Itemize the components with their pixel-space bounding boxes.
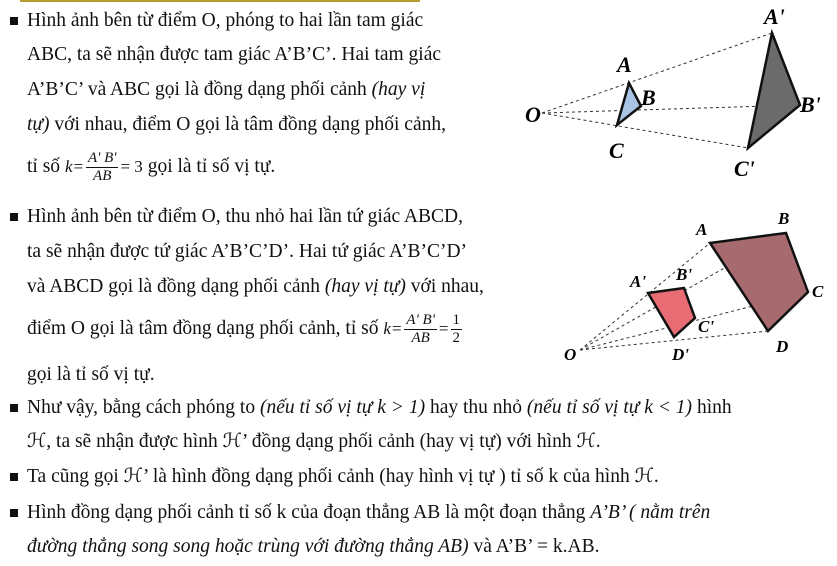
label-C-prime: C' xyxy=(698,317,715,336)
label-A-prime: A' xyxy=(630,272,647,291)
bullet xyxy=(10,17,18,25)
label-B: B xyxy=(641,85,656,110)
p3-line2: ℋ, ta sẽ nhận được hình ℋ’ đồng dạng phối cảnh (hay vị tự) với hình ℋ. xyxy=(27,431,601,452)
label-C: C xyxy=(812,282,824,301)
p1-line2: ABC, ta sẽ nhận được tam giác A’B’C’. Hai tam giác xyxy=(27,44,442,65)
p4-line1: Ta cũng gọi ℋ’ là hình đồng dạng phối cảnh (hay hình vị tự ) tỉ số k của hình ℋ. xyxy=(27,466,659,487)
bullet xyxy=(10,213,18,221)
figure-quadrilateral-homothety xyxy=(560,200,837,375)
p5-line2: đường thẳng song song hoặc trùng với đường thẳng AB) và A’B’ = k.AB. xyxy=(27,536,600,557)
label-B: B xyxy=(778,209,790,228)
p1-line5: tỉ số k= $\frac{A' B'}{AB}$ = 3 gọi là tỉ số vị tự. xyxy=(27,150,276,185)
label-B-prime: B' xyxy=(800,92,821,117)
label-A: A xyxy=(696,220,708,239)
big-quadrilateral xyxy=(710,233,808,331)
label-D-prime: D' xyxy=(672,345,689,364)
figure-triangle-homothety xyxy=(510,0,837,195)
label-O: O xyxy=(564,345,577,364)
p2-line3: và ABCD gọi là đồng dạng phối cảnh (hay vị tự) với nhau, xyxy=(27,276,484,297)
p2-line4: điểm O gọi là tâm đồng dạng phối cảnh, tỉ số k= $\frac{A' B'}{AB}$ = $\frac{1}{2}$ xyxy=(27,312,460,347)
p2-line2: ta sẽ nhận được tứ giác A’B’C’D’. Hai tứ giác A’B’C’D’ xyxy=(27,241,468,262)
bullet xyxy=(10,404,18,412)
p2-line1: Hình ảnh bên từ điểm O, thu nhỏ hai lần tứ giác ABCD, xyxy=(27,206,463,227)
label-C: C xyxy=(609,138,624,163)
label-O: O xyxy=(525,102,541,127)
p1-line1: Hình ảnh bên từ điểm O, phóng to hai lần tam giác xyxy=(27,10,424,31)
label-A: A xyxy=(617,52,632,77)
label-B-prime: B' xyxy=(676,265,693,284)
big-triangle xyxy=(748,33,800,148)
half-fraction: $\frac{1}{2}$ xyxy=(452,312,460,347)
label-A-prime: A' xyxy=(764,4,785,29)
bullet xyxy=(10,473,18,481)
ratio-fraction: $\frac{A' B'}{AB}$ xyxy=(87,150,117,185)
bullet xyxy=(10,509,18,517)
p1-line4: tự) với nhau, điểm O gọi là tâm đồng dạng phối cảnh, xyxy=(27,114,446,135)
label-C-prime: C' xyxy=(734,156,755,181)
p1-line3: A’B’C’ và ABC gọi là đồng dạng phối cảnh (hay vị xyxy=(27,79,426,100)
small-triangle xyxy=(617,83,641,125)
ratio-fraction: $\frac{A' B'}{AB}$ xyxy=(406,312,435,347)
p3-line1: Như vậy, bằng cách phóng to (nếu tỉ số vị tự k > 1) hay thu nhỏ (nếu tỉ số vị tự k < 1) hình xyxy=(27,397,732,418)
small-quadrilateral xyxy=(648,288,695,337)
p2-line5: gọi là tỉ số vị tự. xyxy=(27,364,155,385)
label-D: D xyxy=(776,337,789,356)
p5-line1: Hình đồng dạng phối cảnh tỉ số k của đoạn thẳng AB là một đoạn thẳng A’B’ ( nằm trên xyxy=(27,502,711,523)
top-divider xyxy=(20,0,420,2)
